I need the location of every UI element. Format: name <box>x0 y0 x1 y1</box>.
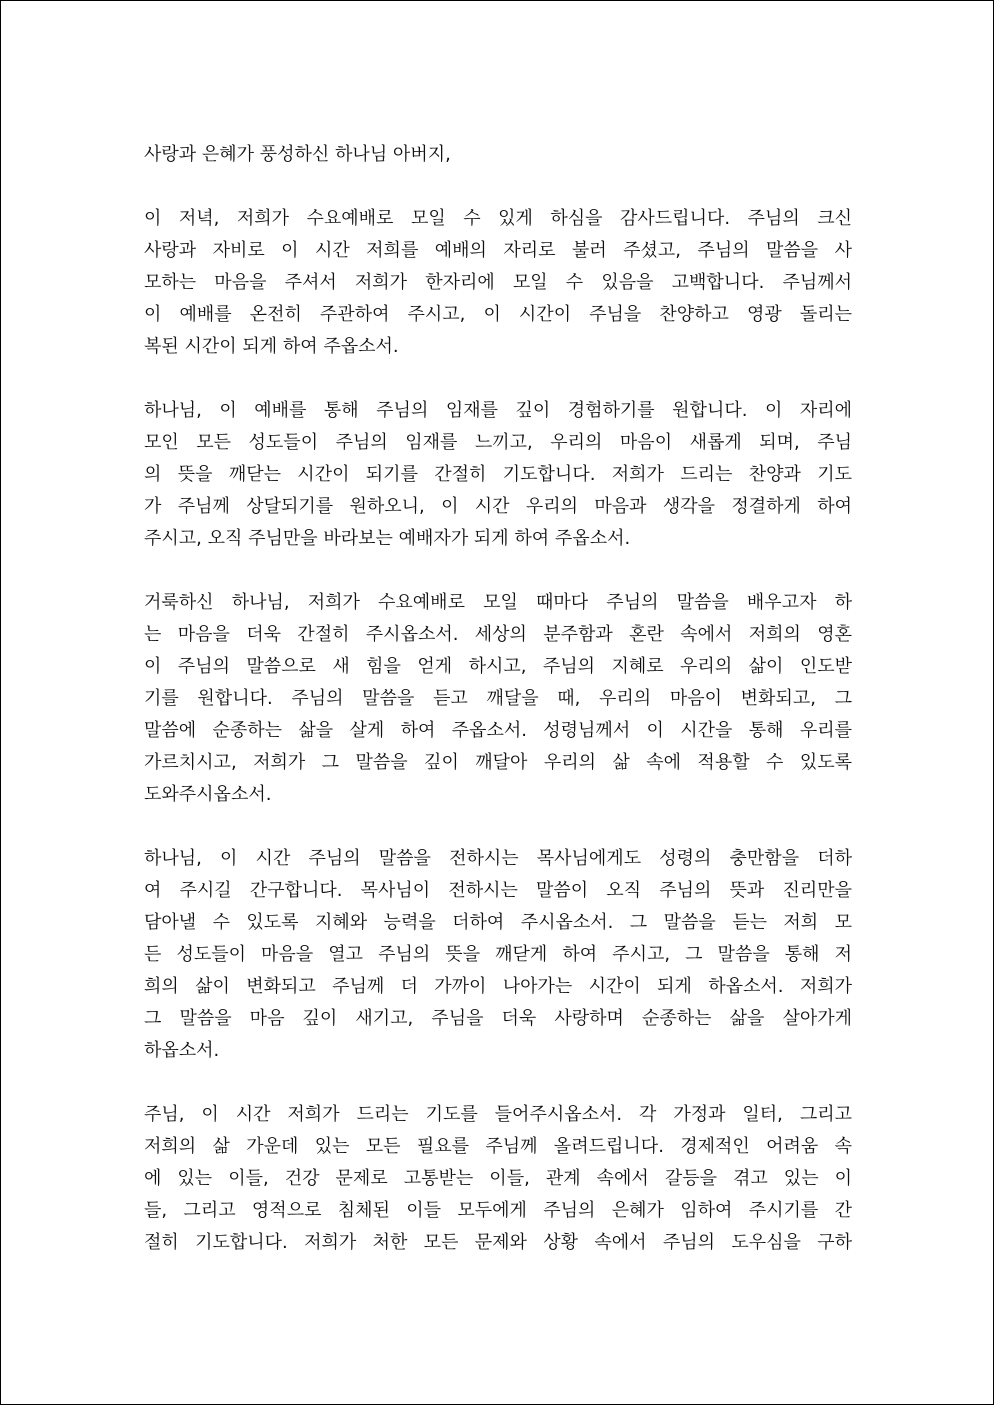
text-line: 여 주시길 간구합니다. 목사님이 전하시는 말씀이 오직 주님의 뜻과 진리만을 <box>144 880 852 901</box>
text-line: 의 뜻을 깨닫는 시간이 되기를 간절히 기도합니다. 저희가 드리는 찬양과 기도 <box>144 464 852 485</box>
text-line: 에 있는 이들, 건강 문제로 고통받는 이들, 관계 속에서 갈등을 겪고 있는 이 <box>144 1168 852 1189</box>
text-line: 저희의 삶 가운데 있는 모든 필요를 주님께 올려드립니다. 경제적인 어려움 속 <box>144 1136 852 1157</box>
text-line: 가르치시고, 저희가 그 말씀을 깊이 깨달아 우리의 삶 속에 적용할 수 있도록 <box>144 752 852 773</box>
text-line: 그 말씀을 마음 깊이 새기고, 주님을 더욱 사랑하며 순종하는 삶을 살아가게 <box>144 1008 852 1029</box>
paragraph <box>144 843 852 1067</box>
paragraph <box>144 1099 852 1259</box>
paragraph-spacer <box>144 363 852 395</box>
paragraph-spacer <box>144 555 852 587</box>
text-line: 이 저녁, 저희가 수요예배로 모일 수 있게 하심을 감사드립니다. 주님의 크신 <box>144 208 852 229</box>
text-line: 복된 시간이 되게 하여 주옵소서. <box>144 336 399 357</box>
paragraph <box>144 203 852 363</box>
text-line: 사랑과 은혜가 풍성하신 하나님 아버지, <box>144 144 451 165</box>
text-line: 모인 모든 성도들이 주님의 임재를 느끼고, 우리의 마음이 새롭게 되며, 주님 <box>144 432 852 453</box>
paragraph-spacer <box>144 171 852 203</box>
text-line: 주님, 이 시간 저희가 드리는 기도를 들어주시옵소서. 각 가정과 일터, 그리고 <box>144 1104 852 1125</box>
text-line: 든 성도들이 마음을 열고 주님의 뜻을 깨닫게 하여 주시고, 그 말씀을 통해 저 <box>144 944 852 965</box>
text-line: 하나님, 이 시간 주님의 말씀을 전하시는 목사님에게도 성령의 충만함을 더하 <box>144 848 852 869</box>
text-line: 이 주님의 말씀으로 새 힘을 얻게 하시고, 주님의 지혜로 우리의 삶이 인도받 <box>144 656 852 677</box>
text-line: 사랑과 자비로 이 시간 저희를 예배의 자리로 불러 주셨고, 주님의 말씀을 사 <box>144 240 852 261</box>
text-line: 도와주시옵소서. <box>144 784 272 805</box>
paragraph-spacer <box>144 1067 852 1099</box>
text-line: 하옵소서. <box>144 1040 220 1061</box>
paragraph <box>144 587 852 811</box>
text-line: 말씀에 순종하는 삶을 살게 하여 주옵소서. 성령님께서 이 시간을 통해 우리를 <box>144 720 852 741</box>
text-line: 는 마음을 더욱 간절히 주시옵소서. 세상의 분주함과 혼란 속에서 저희의 영혼 <box>144 624 852 645</box>
text-line: 기를 원합니다. 주님의 말씀을 듣고 깨달을 때, 우리의 마음이 변화되고, 그 <box>144 688 852 709</box>
paragraph-spacer <box>144 811 852 843</box>
text-line: 들, 그리고 영적으로 침체된 이들 모두에게 주님의 은혜가 임하여 주시기를 간 <box>144 1200 852 1221</box>
paragraph <box>144 139 852 171</box>
text-line: 주시고, 오직 주님만을 바라보는 예배자가 되게 하여 주옵소서. <box>144 528 631 549</box>
text-line: 가 주님께 상달되기를 원하오니, 이 시간 우리의 마음과 생각을 정결하게 하여 <box>144 496 852 517</box>
document-body <box>144 139 852 1259</box>
text-line: 담아낼 수 있도록 지혜와 능력을 더하여 주시옵소서. 그 말씀을 듣는 저희 모 <box>144 912 852 933</box>
text-line: 거룩하신 하나님, 저희가 수요예배로 모일 때마다 주님의 말씀을 배우고자 하 <box>144 592 852 613</box>
paragraph <box>144 395 852 555</box>
text-line: 이 예배를 온전히 주관하여 주시고, 이 시간이 주님을 찬양하고 영광 돌리는 <box>144 304 852 325</box>
text-line: 희의 삶이 변화되고 주님께 더 가까이 나아가는 시간이 되게 하옵소서. 저희가 <box>144 976 852 997</box>
text-line: 하나님, 이 예배를 통해 주님의 임재를 깊이 경험하기를 원합니다. 이 자리에 <box>144 400 852 421</box>
text-line: 모하는 마음을 주셔서 저희가 한자리에 모일 수 있음을 고백합니다. 주님께서 <box>144 272 852 293</box>
text-line: 절히 기도합니다. 저희가 처한 모든 문제와 상황 속에서 주님의 도우심을 구하 <box>144 1232 852 1253</box>
